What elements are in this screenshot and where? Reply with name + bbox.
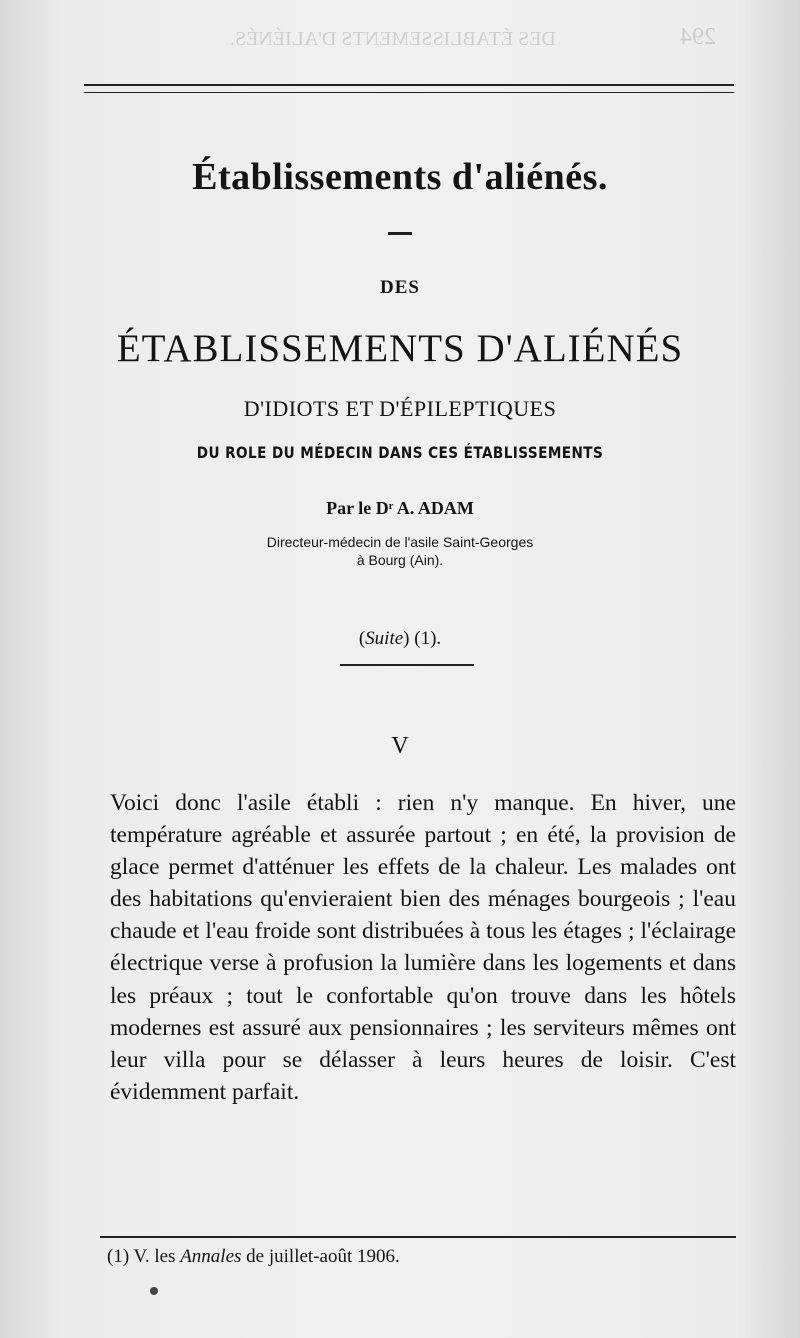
suite-note: (Suite) (1). — [358, 628, 442, 649]
title-dash — [388, 232, 412, 235]
footnote-suffix: de juillet-août 1906. — [246, 1246, 400, 1267]
footnote — [107, 1246, 400, 1268]
main-title: ÉTABLISSEMENTS D'ALIÉNÉS — [116, 327, 684, 370]
des-label: DES — [380, 277, 420, 298]
body-paragraph: Voici donc l'asile établi : rien n'y manque. En hiver, une température agréable et assurée partout ; en été, la provision de glace permet d'atténuer les effets de la chaleur. Les malades ont des habitations qu'envieraient bien des ménages bourgeois ; l'eau chaude et l'eau froide sont distribuées à tous les étages ; l'éclairage électrique verse à profusion la lumière dans les logements et dans les préaux ; tout le confortable qu'on trouve dans les hôtels modernes est assuré aux pensionnaires ; les serviteurs mêmes ont leur villa pour se délasser à leurs heures de loisir. C'est évidemment parfait. — [110, 790, 736, 1105]
suite-word: Suite — [365, 628, 404, 649]
affiliation-line-1: Directeur-médecin de l'asile Saint-Georges — [266, 534, 534, 550]
footnote-journal: Annales — [180, 1246, 242, 1267]
section-numeral: V — [391, 733, 409, 759]
subtitle-role: DU ROLE DU MÉDECIN DANS CES ÉTABLISSEMENTS — [196, 443, 604, 462]
body-text — [110, 787, 736, 1108]
subtitle: D'IDIOTS ET D'ÉPILEPTIQUES — [243, 396, 557, 421]
show-through-page-number: 294 — [680, 24, 716, 50]
top-rule-thin — [84, 92, 734, 93]
section-rule — [340, 664, 474, 666]
affiliation-line-2: à Bourg (Ain). — [356, 552, 444, 568]
show-through-header: DES ÉTABLISSEMENTS D'ALIÉNÉS. — [230, 28, 556, 50]
ink-dot — [150, 1287, 158, 1295]
top-rule — [84, 84, 734, 86]
author-line: Par le Dʳ A. ADAM — [326, 498, 474, 518]
section-title: Établissements d'aliénés. — [192, 156, 608, 198]
suite-ref: (1). — [414, 628, 442, 649]
footnote-prefix: (1) V. les — [107, 1246, 176, 1267]
footnote-rule — [100, 1236, 736, 1238]
